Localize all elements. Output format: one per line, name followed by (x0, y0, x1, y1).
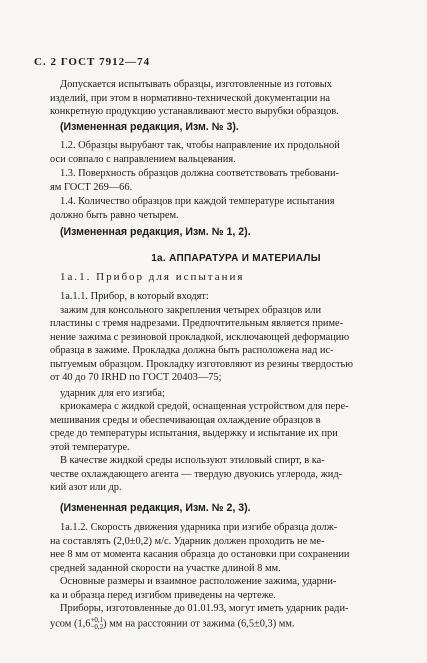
text-line: 1.4. Количество образцов при каждой температуре испытания (60, 196, 335, 207)
text-line: нение зажима с резиновой прокладкой, исключающей деформацию (50, 331, 350, 343)
paragraph-1-4 (50, 195, 412, 222)
text-line: 1.2. Образцы вырубают так, чтобы направление их продольной (60, 140, 340, 151)
page-header: С. 2 ГОСТ 7912—74 (34, 56, 151, 68)
edition-note-3: (Измененная редакция, Изм. № 2, 3). (60, 502, 251, 514)
paragraph-1-2 (50, 139, 412, 166)
radius-suffix: ) мм на расстоянии от зажима (6,5±0,3) мм. (103, 618, 295, 630)
text-line: 1а.1.1. Прибор, в который входят: (60, 291, 209, 302)
text-line: Допускается испытывать образцы, изготовленные из готовых (60, 79, 332, 90)
text-line: Приборы, изготовленные до 01.01.93, могут иметь ударник ради- (60, 603, 349, 614)
paragraph-1a-1-1 (50, 290, 412, 495)
text-line: пытуемым образцом. Прокладку изготовляют из резины твердостью (50, 358, 354, 370)
text-line: среде до температуры испытания, выдержку и испытание их при (50, 428, 338, 439)
text-line: изделий, при этом в нормативно-технической документации на (50, 92, 331, 104)
tolerance-lower: −0,2 (90, 623, 104, 631)
text-line: оси совпало с направлением вальцевания. (50, 153, 236, 165)
text-line: мешивания среды и обеспечивающая охлаждение образцов в (50, 414, 321, 426)
text-line: от 40 до 70 IRHD по ГОСТ 20403—75; (50, 372, 222, 383)
text-line: В качестве жидкой среды используют этиловый спирт, в ка- (60, 455, 325, 466)
text-line: пластины с тремя надрезами. Предпочтительным является приме- (50, 318, 344, 329)
text-line: 1.3. Поверхность образцов должна соответствовать требовани- (60, 168, 339, 179)
text-line: образца в зажиме. Прокладка должна быть расположена над ис- (50, 345, 334, 356)
text-line: должно быть равно четырем. (50, 209, 179, 221)
edition-note-2: (Измененная редакция, Изм. № 1, 2). (60, 226, 251, 238)
tolerance (90, 617, 103, 631)
text-line: средней заданной скорости на участке длиной 8 мм. (50, 562, 281, 574)
section-title: 1а. АППАРАТУРА И МАТЕРИАЛЫ (151, 253, 321, 264)
text-line: нее 8 мм от момента касания образца до остановки при сохранении (50, 549, 350, 560)
edition-note-1: (Измененная редакция, Изм. № 3). (60, 121, 239, 133)
paragraph-1-3 (50, 167, 412, 194)
text-line: Основные размеры и взаимное расположение зажима, ударни- (60, 576, 337, 587)
text-line: этой температуре. (50, 441, 130, 453)
subsection-title: 1а.1. Прибор для испытания (60, 271, 245, 283)
text-line: конкретную продукцию устанавливают место вырубки образцов. (50, 106, 339, 117)
text-line: честве охлаждающего агента — твердую двуокись углерода, жид- (50, 468, 343, 480)
text-line: кий азот или др. (50, 482, 122, 493)
radius-prefix: усом (1,6 (50, 618, 91, 630)
text-line: на составлять (2,0±0,2) м/с. Ударник должен проходить не ме- (50, 535, 325, 547)
text-line: ям ГОСТ 269—66. (50, 181, 133, 193)
paragraph-allow (50, 78, 412, 119)
text-line: ка и образца перед изгибом приведены на чертеже. (50, 589, 276, 601)
text-line: 1а.1.2. Скорость движения ударника при изгибе образца долж- (60, 522, 338, 533)
tolerance-upper: +0,1 (90, 616, 104, 624)
text-line (50, 617, 402, 631)
text-line: ударник для его изгиба; (60, 387, 165, 399)
paragraph-1a-1-2 (50, 521, 412, 616)
text-line: зажим для консольного закрепления четырех образцов или (60, 304, 322, 316)
paragraph-last-line (50, 617, 402, 631)
text-line: криокамера с жидкой средой, оснащенная устройством для пере- (60, 401, 349, 412)
